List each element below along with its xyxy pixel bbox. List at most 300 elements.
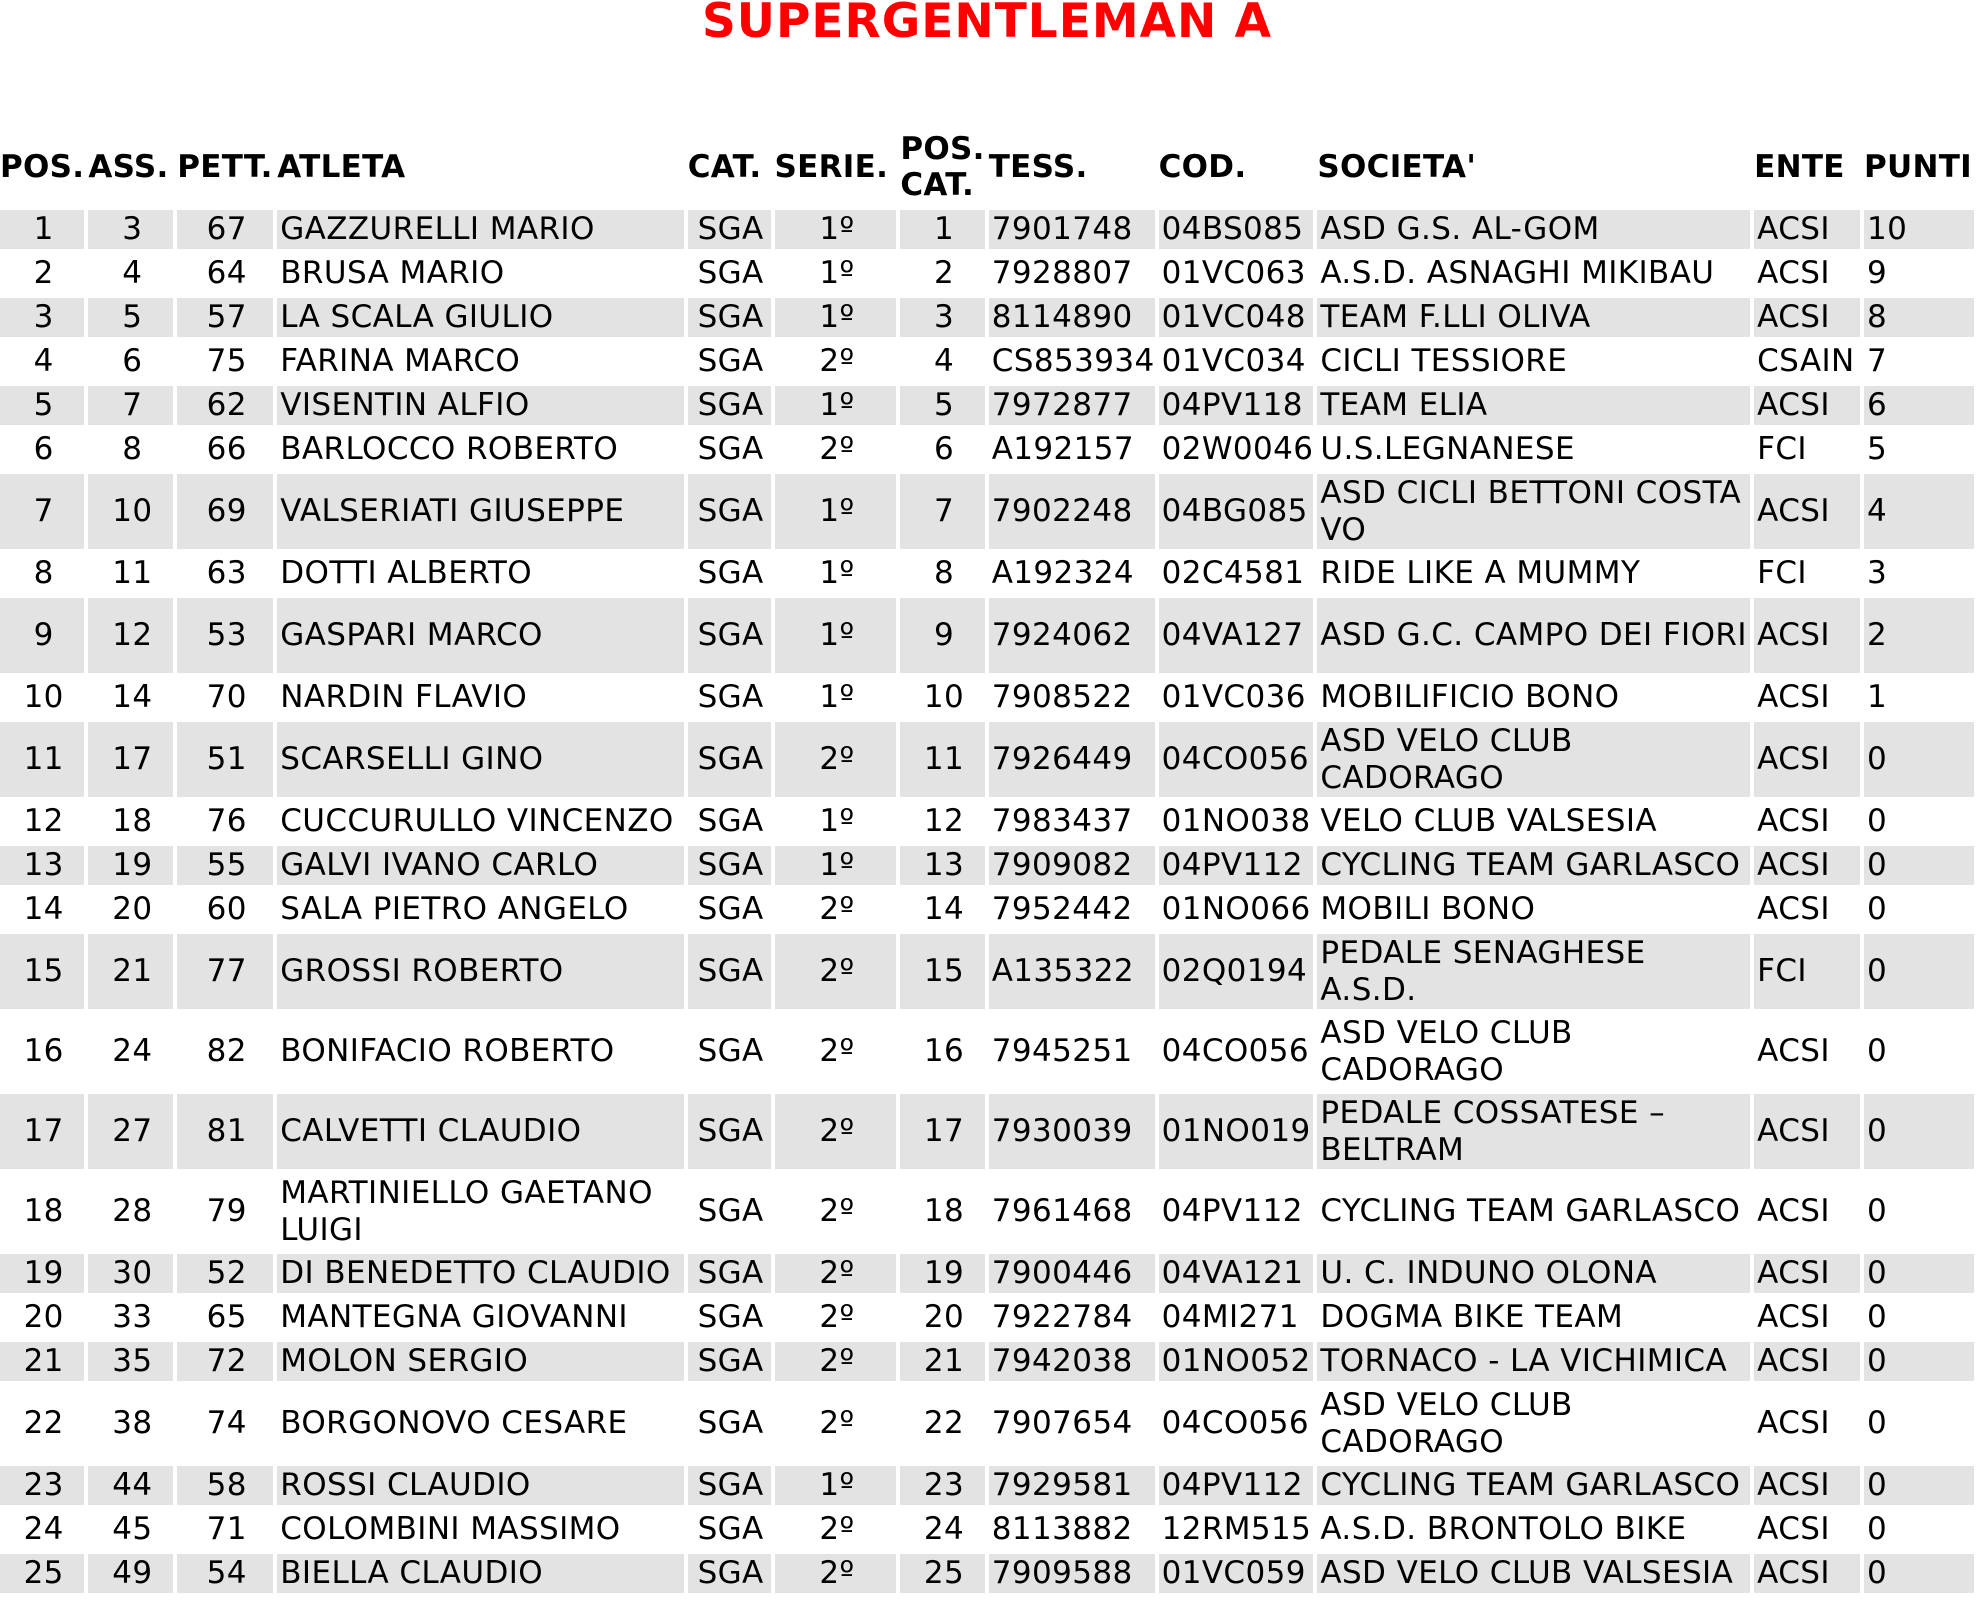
cell-punti: 6 (1864, 386, 1974, 425)
cell-pett: 53 (177, 598, 273, 673)
cell-atleta: MANTEGNA GIOVANNI (280, 1299, 628, 1335)
cell-pos: 6 (33, 431, 54, 467)
cell-societa: TEAM ELIA (1317, 386, 1750, 425)
cell-cat: SGA (688, 386, 771, 425)
cell-pett: 79 (206, 1193, 247, 1229)
header-pos-cat-line1: POS. (900, 131, 985, 167)
cell-pos-cat: 13 (900, 846, 984, 885)
cell-pos-cat: 24 (923, 1511, 965, 1547)
cell-serie: 2º (775, 1554, 897, 1593)
cell-cat: SGA (688, 1254, 771, 1293)
table-row (0, 722, 1974, 797)
cell-ente: ACSI (1754, 386, 1860, 425)
table-row (0, 342, 1974, 381)
cell-atleta: NARDIN FLAVIO (280, 679, 528, 715)
cell-punti: 1 (1867, 679, 1888, 715)
table-row (0, 1342, 1974, 1381)
cell-atleta: BONIFACIO ROBERTO (280, 1033, 615, 1069)
header-cod: COD. (1158, 149, 1247, 185)
cell-tess: 7909588 (989, 1554, 1155, 1593)
table-body (0, 210, 1974, 1593)
cell-pos-cat: 18 (923, 1193, 965, 1229)
cell-punti: 0 (1867, 1299, 1888, 1335)
cell-cod: 04CO056 (1159, 722, 1314, 797)
cell-pett: 72 (177, 1342, 273, 1381)
cell-cod: 01VC059 (1159, 1554, 1314, 1593)
cell-pos: 13 (0, 846, 84, 885)
cell-cod: 04PV112 (1159, 846, 1314, 885)
cell-tess: 7922784 (991, 1299, 1133, 1335)
cell-serie: 1º (775, 386, 897, 425)
cell-pett: 58 (177, 1466, 273, 1505)
cell-pett: 63 (206, 555, 247, 591)
cell-serie: 2º (819, 431, 855, 467)
header-pos-cat-line2: CAT. (900, 167, 975, 203)
header-atleta: ATLETA (277, 149, 406, 185)
table-row (0, 1174, 1974, 1249)
cell-pos: 7 (0, 474, 84, 549)
cell-pos: 12 (23, 803, 64, 839)
cell-societa: ASD VELO CLUB CADORAGO (1320, 1386, 1573, 1460)
cell-ass: 35 (88, 1342, 173, 1381)
cell-ass: 18 (112, 803, 153, 839)
cell-tess: 7930039 (989, 1094, 1155, 1169)
cell-societa: VELO CLUB VALSESIA (1320, 803, 1657, 839)
cell-cod: 02Q0194 (1159, 934, 1314, 1009)
cell-ente: CSAIN (1757, 343, 1855, 379)
cell-pos-cat: 9 (900, 598, 984, 673)
cell-ass: 49 (88, 1554, 173, 1593)
cell-pett: 65 (206, 1299, 247, 1335)
cell-ente: ACSI (1754, 1554, 1860, 1593)
cell-ass: 11 (112, 555, 153, 591)
cell-cod: 01VC034 (1161, 343, 1306, 379)
header-pett: PETT. (177, 149, 273, 185)
cell-atleta: SCARSELLI GINO (277, 722, 683, 797)
cell-serie: 2º (775, 1094, 897, 1169)
cell-pos: 23 (0, 1466, 84, 1505)
cell-pos-cat: 25 (900, 1554, 984, 1593)
cell-pos: 8 (33, 555, 54, 591)
cell-pett: 77 (177, 934, 273, 1009)
cell-cat: SGA (688, 934, 771, 1009)
cell-pos-cat: 12 (923, 803, 965, 839)
cell-serie: 1º (819, 555, 855, 591)
table-row (0, 678, 1974, 717)
cell-cat: SGA (688, 846, 771, 885)
cell-cod: 04PV112 (1161, 1193, 1303, 1229)
cell-punti: 0 (1867, 1405, 1888, 1441)
cell-pos: 16 (23, 1033, 64, 1069)
cell-ass: 5 (88, 298, 173, 337)
table-row (0, 430, 1974, 469)
cell-serie: 2º (819, 1405, 855, 1441)
cell-atleta: MARTINIELLO GAETANO LUIGI (280, 1174, 653, 1248)
cell-pos-cat: 22 (923, 1405, 965, 1441)
cell-cod: 04CO056 (1161, 1405, 1310, 1441)
cell-pos-cat: 6 (933, 431, 955, 467)
cell-punti: 0 (1864, 1466, 1974, 1505)
cell-ass: 38 (112, 1405, 153, 1441)
cell-ass: 10 (88, 474, 173, 549)
cell-cat: SGA (697, 1405, 764, 1441)
cell-pos-cat: 7 (900, 474, 984, 549)
cell-cat: SGA (688, 1094, 771, 1169)
cell-cat: SGA (688, 1466, 771, 1505)
cell-serie: 2º (819, 343, 855, 379)
cell-cod: 02C4581 (1161, 555, 1305, 591)
cell-ass: 21 (88, 934, 173, 1009)
table-row (0, 254, 1974, 293)
cell-serie: 2º (775, 934, 897, 1009)
page-title-text: SUPERGENTLEMAN A (701, 0, 1273, 49)
cell-pos: 20 (23, 1299, 64, 1335)
header-cat: CAT. (687, 149, 762, 185)
cell-cat: SGA (688, 210, 771, 249)
cell-societa: A.S.D. BRONTOLO BIKE (1320, 1511, 1687, 1547)
cell-punti: 7 (1867, 343, 1888, 379)
cell-cod: 04CO056 (1161, 1033, 1310, 1069)
cell-tess: 7901748 (989, 210, 1155, 249)
cell-ente: ACSI (1757, 1033, 1830, 1069)
cell-serie: 2º (819, 891, 855, 927)
cell-serie: 2º (819, 1511, 855, 1547)
cell-cod: 01NO052 (1159, 1342, 1314, 1381)
cell-atleta: GALVI IVANO CARLO (277, 846, 683, 885)
cell-ass: 4 (122, 255, 143, 291)
cell-atleta: FARINA MARCO (280, 343, 521, 379)
cell-cod: 04BG085 (1159, 474, 1314, 549)
cell-ente: ACSI (1754, 474, 1860, 549)
cell-ass: 20 (112, 891, 153, 927)
cell-pos: 9 (0, 598, 84, 673)
cell-societa: CYCLING TEAM GARLASCO (1320, 1193, 1741, 1229)
cell-pos: 21 (0, 1342, 84, 1381)
cell-pett: 71 (206, 1511, 247, 1547)
cell-ass: 28 (112, 1193, 153, 1229)
cell-pos-cat: 16 (923, 1033, 965, 1069)
cell-tess: 7908522 (991, 679, 1133, 715)
cell-atleta: CALVETTI CLAUDIO (277, 1094, 683, 1169)
cell-punti: 3 (1867, 555, 1888, 591)
cell-punti: 0 (1867, 1511, 1888, 1547)
cell-ente: ACSI (1757, 1193, 1830, 1229)
cell-pett: 64 (206, 255, 247, 291)
cell-punti: 0 (1864, 722, 1974, 797)
cell-punti: 0 (1864, 846, 1974, 885)
cell-ass: 27 (88, 1094, 173, 1169)
cell-ass: 45 (112, 1511, 153, 1547)
cell-pos: 5 (0, 386, 84, 425)
cell-atleta: BARLOCCO ROBERTO (280, 431, 619, 467)
cell-societa: RIDE LIKE A MUMMY (1320, 555, 1641, 591)
cell-cat: SGA (697, 1511, 764, 1547)
cell-ente: FCI (1754, 934, 1860, 1009)
table-row (0, 846, 1974, 885)
cell-atleta: GAZZURELLI MARIO (277, 210, 683, 249)
cell-serie: 1º (819, 803, 855, 839)
cell-atleta: DI BENEDETTO CLAUDIO (277, 1254, 683, 1293)
cell-punti: 4 (1864, 474, 1974, 549)
cell-pett: 52 (177, 1254, 273, 1293)
cell-pos: 24 (23, 1511, 64, 1547)
cell-punti: 0 (1864, 934, 1974, 1009)
header-ass: ASS. (88, 149, 169, 185)
cell-pett: 60 (206, 891, 247, 927)
cell-punti: 0 (1867, 1033, 1888, 1069)
cell-punti: 0 (1864, 1094, 1974, 1169)
table-row (0, 1094, 1974, 1169)
cell-ente: ACSI (1754, 210, 1860, 249)
cell-cat: SGA (688, 722, 771, 797)
cell-ente: FCI (1757, 555, 1807, 591)
cell-tess: 7945251 (991, 1033, 1133, 1069)
cell-pett: 81 (177, 1094, 273, 1169)
cell-cod: 04MI271 (1161, 1299, 1299, 1335)
cell-societa: ASD VELO CLUB CADORAGO (1317, 722, 1750, 797)
cell-ente: ACSI (1754, 1342, 1860, 1381)
cell-ente: ACSI (1754, 1466, 1860, 1505)
cell-cod: 01NO019 (1159, 1094, 1314, 1169)
cell-pos-cat: 19 (900, 1254, 984, 1293)
header-row (0, 131, 1974, 205)
cell-punti: 0 (1867, 1193, 1888, 1229)
cell-cod: 02W0046 (1161, 431, 1314, 467)
cell-punti: 2 (1864, 598, 1974, 673)
table-row (0, 210, 1974, 249)
cell-serie: 2º (819, 1299, 855, 1335)
cell-cat: SGA (697, 343, 764, 379)
cell-cod: 04VA121 (1159, 1254, 1314, 1293)
cell-punti: 0 (1864, 1254, 1974, 1293)
header-tess: TESS. (988, 149, 1088, 185)
cell-tess: 7972877 (989, 386, 1155, 425)
cell-tess: 8113882 (991, 1511, 1133, 1547)
cell-cat: SGA (697, 679, 764, 715)
table-row (0, 934, 1974, 1009)
cell-ass: 7 (88, 386, 173, 425)
cell-cat: SGA (697, 803, 764, 839)
cell-pos: 22 (23, 1405, 64, 1441)
cell-cat: SGA (688, 1554, 771, 1593)
cell-tess: 7929581 (989, 1466, 1155, 1505)
cell-tess: 7928807 (991, 255, 1133, 291)
cell-cat: SGA (697, 431, 764, 467)
cell-pos-cat: 17 (900, 1094, 984, 1169)
cell-ass: 30 (88, 1254, 173, 1293)
cell-punti: 0 (1864, 1342, 1974, 1381)
cell-tess: A192157 (991, 431, 1135, 467)
cell-ente: ACSI (1757, 255, 1830, 291)
cell-cod: 04PV118 (1159, 386, 1314, 425)
cell-tess: 7907654 (991, 1405, 1133, 1441)
cell-serie: 1º (775, 474, 897, 549)
cell-atleta: MOLON SERGIO (277, 1342, 683, 1381)
table-row (0, 1298, 1974, 1337)
cell-serie: 1º (819, 679, 855, 715)
results-table (0, 126, 1978, 1598)
cell-serie: 1º (775, 846, 897, 885)
cell-ente: ACSI (1757, 803, 1830, 839)
cell-atleta: COLOMBINI MASSIMO (280, 1511, 621, 1547)
cell-societa: DOGMA BIKE TEAM (1320, 1299, 1624, 1335)
cell-pos-cat: 10 (923, 679, 965, 715)
cell-tess: A135322 (989, 934, 1155, 1009)
cell-tess: 7926449 (989, 722, 1155, 797)
cell-cod: 01VC048 (1159, 298, 1314, 337)
cell-ente: ACSI (1754, 598, 1860, 673)
cell-serie: 2º (775, 1254, 897, 1293)
table-row (0, 386, 1974, 425)
cell-pos-cat: 14 (923, 891, 965, 927)
cell-societa: MOBILIFICIO BONO (1320, 679, 1620, 715)
cell-atleta: BIELLA CLAUDIO (277, 1554, 683, 1593)
cell-cod: 01NO038 (1161, 803, 1311, 839)
cell-pos-cat: 21 (900, 1342, 984, 1381)
cell-cat: SGA (697, 555, 764, 591)
table-row (0, 1014, 1974, 1089)
cell-serie: 2º (775, 1342, 897, 1381)
cell-pos-cat: 2 (933, 255, 955, 291)
cell-cat: SGA (697, 1193, 764, 1229)
cell-cat: SGA (697, 1299, 764, 1335)
cell-pos-cat: 1 (900, 210, 984, 249)
cell-cat: SGA (688, 1342, 771, 1381)
cell-pos: 25 (0, 1554, 84, 1593)
cell-ente: ACSI (1757, 679, 1830, 715)
cell-ass: 17 (88, 722, 173, 797)
header-punti: PUNTI (1864, 149, 1973, 185)
cell-ass: 12 (88, 598, 173, 673)
cell-atleta: VISENTIN ALFIO (277, 386, 683, 425)
cell-punti: 0 (1867, 891, 1888, 927)
cell-pos: 17 (0, 1094, 84, 1169)
cell-pett: 67 (177, 210, 273, 249)
cell-ente: ACSI (1754, 722, 1860, 797)
cell-pett: 82 (206, 1033, 247, 1069)
header-serie: SERIE. (774, 149, 889, 185)
cell-societa: ASD VELO CLUB CADORAGO (1320, 1014, 1573, 1088)
cell-pos: 18 (23, 1193, 64, 1229)
table-row (0, 1554, 1974, 1593)
cell-tess: 7902248 (989, 474, 1155, 549)
cell-pett: 57 (177, 298, 273, 337)
table-row (0, 598, 1974, 673)
cell-punti: 0 (1867, 803, 1888, 839)
cell-cat: SGA (688, 298, 771, 337)
cell-pos-cat: 15 (900, 934, 984, 1009)
cell-pos-cat: 11 (900, 722, 984, 797)
cell-pos-cat: 23 (900, 1466, 984, 1505)
cell-societa: MOBILI BONO (1320, 891, 1536, 927)
cell-societa: PEDALE SENAGHESE A.S.D. (1317, 934, 1750, 1009)
table-header (0, 131, 1974, 205)
cell-serie: 2º (819, 1033, 855, 1069)
cell-tess: 8114890 (989, 298, 1155, 337)
cell-ente: FCI (1757, 431, 1807, 467)
table-row (0, 802, 1974, 841)
cell-pett: 69 (177, 474, 273, 549)
cell-ass: 14 (112, 679, 153, 715)
cell-atleta: CUCCURULLO VINCENZO (280, 803, 674, 839)
table-row (0, 554, 1974, 593)
cell-atleta: LA SCALA GIULIO (277, 298, 683, 337)
cell-pos: 14 (23, 891, 64, 927)
cell-atleta: SALA PIETRO ANGELO (280, 891, 629, 927)
cell-pos: 10 (23, 679, 64, 715)
table-row (0, 1510, 1974, 1549)
cell-societa: TEAM F.LLI OLIVA (1317, 298, 1750, 337)
cell-tess: 7942038 (989, 1342, 1155, 1381)
cell-societa: ASD VELO CLUB VALSESIA (1317, 1554, 1750, 1593)
cell-pett: 62 (177, 386, 273, 425)
cell-tess: CS853934 (991, 343, 1155, 379)
cell-ente: ACSI (1754, 1094, 1860, 1169)
cell-societa: U. C. INDUNO OLONA (1317, 1254, 1750, 1293)
cell-societa: ASD G.C. CAMPO DEI FIORI (1317, 598, 1750, 673)
table-row (0, 890, 1974, 929)
cell-cat: SGA (697, 255, 764, 291)
cell-atleta: BORGONOVO CESARE (280, 1405, 628, 1441)
cell-atleta: ROSSI CLAUDIO (277, 1466, 683, 1505)
cell-pos-cat: 3 (900, 298, 984, 337)
cell-societa: U.S.LEGNANESE (1320, 431, 1575, 467)
cell-pos: 19 (0, 1254, 84, 1293)
cell-ente: ACSI (1754, 1254, 1860, 1293)
header-pos: POS. (0, 149, 85, 185)
cell-ente: ACSI (1757, 1299, 1830, 1335)
cell-pett: 75 (206, 343, 247, 379)
cell-tess: 7983437 (991, 803, 1133, 839)
cell-pos: 2 (33, 255, 54, 291)
cell-pos-cat: 5 (900, 386, 984, 425)
cell-ass: 44 (88, 1466, 173, 1505)
cell-cod: 04VA127 (1159, 598, 1314, 673)
cell-tess: 7900446 (989, 1254, 1155, 1293)
cell-ass: 19 (88, 846, 173, 885)
cell-cat: SGA (688, 598, 771, 673)
cell-societa: ASD CICLI BETTONI COSTA VO (1317, 474, 1750, 549)
cell-serie: 1º (819, 255, 855, 291)
cell-tess: 7924062 (989, 598, 1155, 673)
cell-tess: 7952442 (991, 891, 1133, 927)
cell-cod: 12RM515 (1161, 1511, 1312, 1547)
cell-pos-cat: 8 (933, 555, 955, 591)
table-row (0, 1466, 1974, 1505)
cell-pos-cat: 4 (933, 343, 955, 379)
cell-societa: CYCLING TEAM GARLASCO (1317, 846, 1750, 885)
cell-tess: 7961468 (991, 1193, 1133, 1229)
cell-pos: 4 (33, 343, 54, 379)
cell-pett: 54 (177, 1554, 273, 1593)
cell-societa: CYCLING TEAM GARLASCO (1317, 1466, 1750, 1505)
cell-cat: SGA (688, 474, 771, 549)
cell-ass: 8 (122, 431, 143, 467)
cell-societa: A.S.D. ASNAGHI MIKIBAU (1320, 255, 1715, 291)
cell-punti: 9 (1867, 255, 1888, 291)
cell-atleta: BRUSA MARIO (280, 255, 505, 291)
cell-tess: A192324 (991, 555, 1135, 591)
cell-pett: 55 (177, 846, 273, 885)
cell-ente: ACSI (1757, 891, 1830, 927)
cell-ass: 6 (122, 343, 143, 379)
cell-cod: 01NO066 (1161, 891, 1311, 927)
cell-atleta: GASPARI MARCO (277, 598, 683, 673)
cell-societa: CICLI TESSIORE (1320, 343, 1568, 379)
cell-pett: 66 (206, 431, 247, 467)
cell-serie: 1º (775, 1466, 897, 1505)
cell-ente: ACSI (1754, 846, 1860, 885)
